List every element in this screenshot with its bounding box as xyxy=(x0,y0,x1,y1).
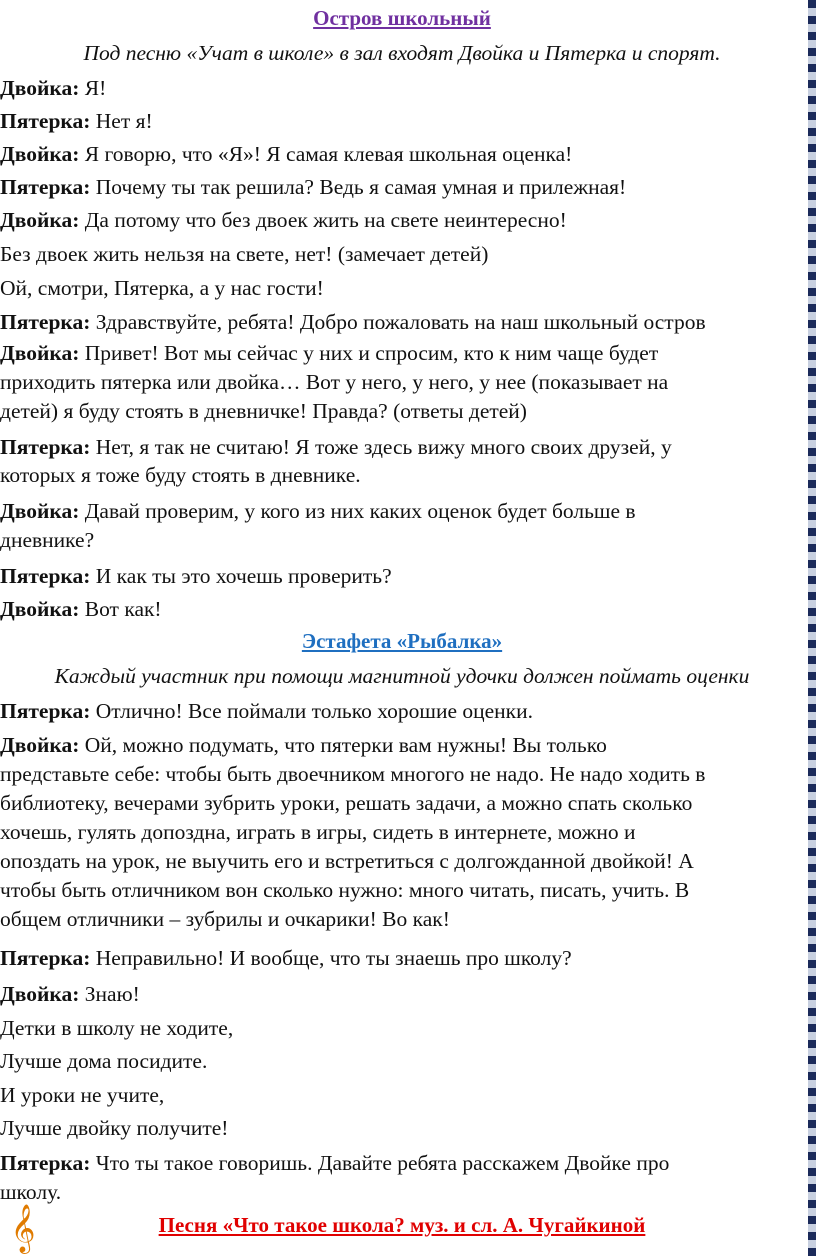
border-block xyxy=(808,96,816,104)
border-block xyxy=(808,168,816,176)
dialogue-line xyxy=(0,1047,207,1075)
speaker-name: Двойка: xyxy=(0,733,80,757)
border-block xyxy=(808,640,816,648)
border-block xyxy=(808,208,816,216)
line-text: Отлично! Все поймали только хорошие оценки. xyxy=(90,699,533,723)
dialogue-line xyxy=(0,240,488,268)
border-block xyxy=(808,944,816,952)
line-text: Лучше дома посидите. xyxy=(0,1049,208,1073)
border-block xyxy=(808,0,816,8)
border-block xyxy=(808,576,816,584)
border-block xyxy=(808,1176,816,1184)
border-block xyxy=(808,976,816,984)
border-block xyxy=(808,816,816,824)
line-text: Ой, можно подумать, что пятерки вам нужны! Вы только xyxy=(79,733,607,757)
border-block xyxy=(808,368,816,376)
border-block xyxy=(808,72,816,80)
line-text: И как ты это хочешь проверить? xyxy=(90,564,392,588)
dialogue-line xyxy=(0,206,567,234)
border-block xyxy=(808,512,816,520)
border-block xyxy=(808,752,816,760)
border-block xyxy=(808,88,816,96)
border-block xyxy=(808,224,816,232)
border-block xyxy=(808,432,816,440)
line-text: библиотеку, вечерами зубрить уроки, решать задачи, а можно спать сколько xyxy=(0,791,693,815)
border-block xyxy=(808,992,816,1000)
speaker-name: Двойка: xyxy=(0,76,80,100)
border-block xyxy=(808,824,816,832)
speaker-name: Двойка: xyxy=(0,142,80,166)
border-block xyxy=(808,416,816,424)
song-title: Песня «Что такое школа? муз. и сл. А. Чугайкиной xyxy=(158,1213,646,1237)
border-block xyxy=(808,304,816,312)
border-block xyxy=(808,1168,816,1176)
line-text: Здравствуйте, ребята! Добро пожаловать на наш школьный остров xyxy=(90,310,706,334)
border-block xyxy=(808,768,816,776)
border-block xyxy=(808,632,816,640)
border-block xyxy=(808,48,816,56)
border-block xyxy=(808,600,816,608)
border-block xyxy=(808,32,816,40)
border-block xyxy=(808,968,816,976)
border-block xyxy=(808,120,816,128)
border-block xyxy=(808,776,816,784)
border-block xyxy=(808,104,816,112)
line-text: чтобы быть отличником вон сколько нужно: много читать, писать, учить. В xyxy=(0,878,690,902)
border-block xyxy=(808,504,816,512)
border-block xyxy=(808,800,816,808)
dialogue-line xyxy=(0,1014,233,1042)
border-block xyxy=(808,792,816,800)
speaker-name: Пятерка: xyxy=(0,109,91,133)
border-block xyxy=(808,480,816,488)
border-block xyxy=(808,1248,816,1256)
dialogue-line xyxy=(0,1149,669,1177)
border-block xyxy=(808,448,816,456)
border-block xyxy=(808,424,816,432)
line-text: Почему ты так решила? Ведь я самая умная и прилежная! xyxy=(90,175,627,199)
speaker-name: Двойка: xyxy=(0,982,80,1006)
dialogue-line xyxy=(0,731,607,759)
border-block xyxy=(808,1128,816,1136)
border-block xyxy=(808,544,816,552)
dialogue-line xyxy=(0,74,106,102)
dialogue-line xyxy=(0,339,658,367)
dialogue-line xyxy=(0,526,94,554)
border-block xyxy=(808,376,816,384)
border-block xyxy=(808,408,816,416)
border-block xyxy=(808,280,816,288)
border-block xyxy=(808,1024,816,1032)
dialogue-line xyxy=(0,1081,164,1109)
line-text: приходить пятерка или двойка… Вот у него, у него, у нее (показывает на xyxy=(0,370,669,394)
dialogue-line xyxy=(0,944,572,972)
border-block xyxy=(808,832,816,840)
border-block xyxy=(808,672,816,680)
border-block xyxy=(808,312,816,320)
border-block xyxy=(808,160,816,168)
border-block xyxy=(808,920,816,928)
border-block xyxy=(808,688,816,696)
line-text: Давай проверим, у кого из них каких оценок будет больше в xyxy=(79,499,636,523)
border-block xyxy=(808,456,816,464)
border-block xyxy=(808,1144,816,1152)
dialogue-line xyxy=(0,980,140,1008)
line-text: опоздать на урок, не выучить его и встретиться с долгожданной двойкой! А xyxy=(0,849,694,873)
border-block xyxy=(808,1008,816,1016)
border-block xyxy=(808,288,816,296)
border-block xyxy=(808,1040,816,1048)
line-text: которых я тоже буду стоять в дневнике. xyxy=(0,463,361,487)
border-block xyxy=(808,256,816,264)
border-block xyxy=(808,1032,816,1040)
dialogue-line xyxy=(0,274,324,302)
border-block xyxy=(808,1120,816,1128)
border-block xyxy=(808,520,816,528)
border-block xyxy=(808,872,816,880)
border-block xyxy=(808,896,816,904)
line-text: Что ты такое говоришь. Давайте ребята расскажем Двойке про xyxy=(90,1151,670,1175)
border-block xyxy=(808,64,816,72)
line-text: хочешь, гулять допоздна, играть в игры, сидеть в интернете, можно и xyxy=(0,820,636,844)
border-block xyxy=(808,152,816,160)
border-block xyxy=(808,1160,816,1168)
border-block xyxy=(808,880,816,888)
border-block xyxy=(808,1240,816,1248)
border-block xyxy=(808,696,816,704)
dialogue-line xyxy=(0,595,162,623)
border-block xyxy=(808,840,816,848)
border-block xyxy=(808,128,816,136)
border-block xyxy=(808,912,816,920)
border-block xyxy=(808,336,816,344)
border-block xyxy=(808,360,816,368)
border-block xyxy=(808,1104,816,1112)
border-block xyxy=(808,584,816,592)
border-block xyxy=(808,624,816,632)
dialogue-line xyxy=(0,760,705,788)
speaker-name: Двойка: xyxy=(0,499,80,523)
speaker-name: Пятерка: xyxy=(0,564,91,588)
line-text: Без двоек жить нельзя на свете, нет! (замечает детей) xyxy=(0,242,489,266)
border-block xyxy=(808,464,816,472)
border-block xyxy=(808,728,816,736)
dialogue-line xyxy=(0,497,636,525)
border-block xyxy=(808,720,816,728)
treble-clef-icon: 𝄞 xyxy=(10,1203,36,1252)
line-text: Я говорю, что «Я»! Я самая клевая школьная оценка! xyxy=(79,142,573,166)
relay-title: Эстафета «Рыбалка» xyxy=(301,629,503,653)
border-block xyxy=(808,8,816,16)
border-block xyxy=(808,1216,816,1224)
speaker-name: Пятерка: xyxy=(0,310,91,334)
border-block xyxy=(808,744,816,752)
border-block xyxy=(808,1016,816,1024)
dialogue-line xyxy=(0,905,450,933)
border-block xyxy=(808,496,816,504)
border-block xyxy=(808,1000,816,1008)
border-block xyxy=(808,296,816,304)
border-block xyxy=(808,984,816,992)
border-block xyxy=(808,200,816,208)
dialogue-line xyxy=(0,308,706,336)
border-block xyxy=(808,1136,816,1144)
dialogue-line xyxy=(0,789,692,817)
border-block xyxy=(808,1064,816,1072)
border-block xyxy=(808,536,816,544)
border-block xyxy=(808,1056,816,1064)
border-block xyxy=(808,1224,816,1232)
border-block xyxy=(808,472,816,480)
border-block xyxy=(808,960,816,968)
dialogue-line xyxy=(0,876,689,904)
border-block xyxy=(808,248,816,256)
dialogue-line xyxy=(0,1178,61,1206)
border-block xyxy=(808,184,816,192)
border-block xyxy=(808,40,816,48)
border-block xyxy=(808,344,816,352)
dialogue-line xyxy=(0,562,392,590)
line-text: Ой, смотри, Пятерка, а у нас гости! xyxy=(0,276,324,300)
speaker-name: Пятерка: xyxy=(0,946,91,970)
border-block xyxy=(808,1208,816,1216)
border-block xyxy=(808,136,816,144)
speaker-name: Двойка: xyxy=(0,597,80,621)
border-block xyxy=(808,848,816,856)
border-block xyxy=(808,440,816,448)
border-block xyxy=(808,1200,816,1208)
line-text: Детки в школу не ходите, xyxy=(0,1016,234,1040)
border-block xyxy=(808,80,816,88)
dialogue-line xyxy=(0,847,694,875)
border-block xyxy=(808,144,816,152)
border-block xyxy=(808,176,816,184)
border-block xyxy=(808,320,816,328)
border-block xyxy=(808,904,816,912)
border-block xyxy=(808,528,816,536)
border-block xyxy=(808,760,816,768)
border-block xyxy=(808,592,816,600)
border-block xyxy=(808,856,816,864)
border-block xyxy=(808,656,816,664)
line-text: дневнике? xyxy=(0,528,95,552)
border-block xyxy=(808,56,816,64)
border-block xyxy=(808,24,816,32)
border-block xyxy=(808,568,816,576)
dialogue-line xyxy=(0,140,572,168)
speaker-name: Пятерка: xyxy=(0,1151,91,1175)
border-block xyxy=(808,928,816,936)
border-block xyxy=(808,680,816,688)
dialogue-line xyxy=(0,697,533,725)
song-title-line xyxy=(0,1211,804,1239)
border-block xyxy=(808,352,816,360)
border-block xyxy=(808,384,816,392)
dialogue-line xyxy=(0,1114,228,1142)
dialogue-line xyxy=(0,433,672,461)
border-block xyxy=(808,272,816,280)
border-block xyxy=(808,952,816,960)
border-block xyxy=(808,16,816,24)
border-block xyxy=(808,1112,816,1120)
border-block xyxy=(808,232,816,240)
line-text: Лучше двойку получите! xyxy=(0,1116,229,1140)
border-block xyxy=(808,216,816,224)
line-text: детей) я буду стоять в дневничке! Правда? (ответы детей) xyxy=(0,399,527,423)
border-block xyxy=(808,712,816,720)
line-text: И уроки не учите, xyxy=(0,1083,165,1107)
border-block xyxy=(808,1088,816,1096)
border-block xyxy=(808,784,816,792)
dialogue-line xyxy=(0,397,527,425)
border-block xyxy=(808,888,816,896)
line-text: Нет я! xyxy=(90,109,153,133)
border-block xyxy=(808,1232,816,1240)
border-block xyxy=(808,392,816,400)
border-block xyxy=(808,648,816,656)
border-block xyxy=(808,616,816,624)
line-text: представьте себе: чтобы быть двоечником многого не надо. Не надо ходить в xyxy=(0,762,706,786)
dialogue-line xyxy=(0,173,626,201)
speaker-name: Двойка: xyxy=(0,208,80,232)
border-block xyxy=(808,1072,816,1080)
border-block xyxy=(808,560,816,568)
line-text: Вот как! xyxy=(79,597,162,621)
line-text: Знаю! xyxy=(79,982,140,1006)
border-block xyxy=(808,704,816,712)
border-block xyxy=(808,864,816,872)
speaker-name: Пятерка: xyxy=(0,175,91,199)
border-block xyxy=(808,608,816,616)
line-text: Неправильно! И вообще, что ты знаешь про школу? xyxy=(90,946,572,970)
border-block xyxy=(808,808,816,816)
border-block xyxy=(808,1048,816,1056)
border-block xyxy=(808,1192,816,1200)
line-text: общем отличники – зубрилы и очкарики! Во как! xyxy=(0,907,450,931)
relay-title-line xyxy=(0,627,804,655)
border-block xyxy=(808,664,816,672)
intro-line: Под песню «Учат в школе» в зал входят Двойка и Пятерка и спорят. xyxy=(83,41,721,65)
border-block xyxy=(808,328,816,336)
border-block xyxy=(808,1096,816,1104)
line-text: Привет! Вот мы сейчас у них и спросим, кто к ним чаще будет xyxy=(79,341,659,365)
line-text: школу. xyxy=(0,1180,62,1204)
line-text: Я! xyxy=(79,76,107,100)
speaker-name: Пятерка: xyxy=(0,435,91,459)
dialogue-line xyxy=(0,461,361,489)
border-block xyxy=(808,936,816,944)
decorative-border xyxy=(804,0,816,1256)
border-block xyxy=(808,736,816,744)
dialogue-line xyxy=(0,107,153,135)
border-block xyxy=(808,112,816,120)
line-text: Да потому что без двоек жить на свете неинтересно! xyxy=(79,208,567,232)
speaker-name: Двойка: xyxy=(0,341,80,365)
dialogue-line xyxy=(0,818,636,846)
relay-description: Каждый участник при помощи магнитной удочки должен поймать оценки xyxy=(54,664,750,688)
page-title: Остров школьный xyxy=(313,6,491,30)
speaker-name: Пятерка: xyxy=(0,699,91,723)
border-block xyxy=(808,240,816,248)
border-block xyxy=(808,400,816,408)
title-line xyxy=(0,4,804,32)
dialogue-line xyxy=(0,368,668,396)
border-block xyxy=(808,264,816,272)
border-block xyxy=(808,1080,816,1088)
border-block xyxy=(808,1184,816,1192)
border-block xyxy=(808,552,816,560)
border-block xyxy=(808,488,816,496)
border-block xyxy=(808,192,816,200)
border-block xyxy=(808,1152,816,1160)
line-text: Нет, я так не считаю! Я тоже здесь вижу много своих друзей, у xyxy=(90,435,672,459)
